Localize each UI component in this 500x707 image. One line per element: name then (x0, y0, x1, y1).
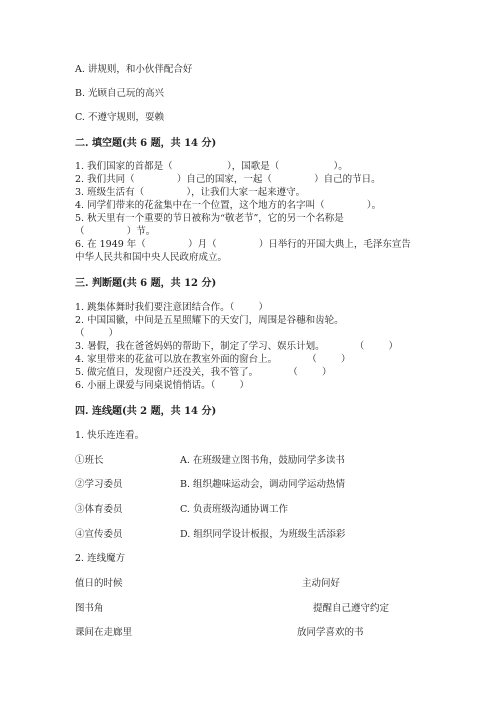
matching-right-item[interactable]: B. 组织趣味运动会，调动同学运动热情 (180, 479, 346, 490)
fill-blank-line: 3. 班级生活有（ ），让我们大家一起来遵守。 (75, 187, 306, 198)
true-false-line: 4. 家里带来的花盆可以放在教室外面的窗台上。 （ ） (75, 354, 351, 365)
section-heading-matching: 四. 连线题(共 2 题，共 14 分) (75, 406, 217, 417)
true-false-line: 3. 暑假，我在爸爸妈妈的帮助下，制定了学习、娱乐计划。 （ ） (75, 341, 398, 352)
fill-blank-line: 2. 我们共同（ ）自己的国家，一起（ ）自己的节日。 (75, 174, 381, 185)
option-a: A. 讲规则，和小伙伴配合好 (75, 64, 193, 75)
matching-right-item[interactable]: C. 负责班级沟通协调工作 (180, 504, 288, 515)
matching-left-item[interactable]: 图书角 (75, 603, 104, 614)
matching-left-item[interactable]: ②学习委员 (75, 479, 123, 490)
matching-q2-title: 2. 连线魔方 (75, 553, 126, 564)
true-false-line: （ ） (75, 328, 119, 339)
fill-blank-line: 4. 同学们带来的花盆集中在一个位置，这个地方的名字叫（ ）。 (75, 200, 382, 211)
fill-blank-line: 5. 秋天里有一个重要的节日被称为“敬老节”，它的另一个名称是 (75, 213, 344, 224)
true-false-line: 2. 中国国徽，中间是五星照耀下的天安门，周围是谷穗和齿轮。 (75, 315, 344, 326)
matching-right-item[interactable]: A. 在班级建立图书角，鼓励同学多读书 (180, 455, 345, 466)
fill-blank-line: 中华人民共和国中央人民政府成立。 (75, 252, 228, 263)
option-b: B. 光顾自己玩的高兴 (75, 88, 165, 99)
section-heading-true-false: 三. 判断题(共 6 题，共 12 分) (75, 278, 217, 289)
fill-blank-line: 6. 在 1949 年（ ）月（ ）日举行的开国大典上，毛泽东宣告 (75, 239, 411, 250)
matching-left-item[interactable]: ③体育委员 (75, 504, 123, 515)
matching-left-item[interactable]: ①班长 (75, 455, 104, 466)
matching-q1-title: 1. 快乐连连看。 (75, 430, 145, 441)
fill-blank-line: （ ）节。 (75, 226, 156, 237)
fill-blank-line: 1. 我们国家的首都是（ ），国歌是（ ）。 (75, 161, 348, 172)
matching-right-item[interactable]: 提醒自己遵守约定 (313, 603, 390, 614)
matching-right-item[interactable]: D. 组织同学设计板报，为班级生活添彩 (180, 529, 346, 540)
true-false-line: 6. 小丽上课爱与同桌说悄悄话。（ ） (75, 380, 249, 391)
option-c: C. 不遵守规则，耍赖 (75, 112, 164, 123)
true-false-line: 1. 跳集体舞时我们要注意团结合作。（ ） (75, 302, 268, 313)
section-heading-fill-blank: 二. 填空题(共 6 题，共 14 分) (75, 138, 217, 149)
matching-right-item[interactable]: 主动问好 (302, 578, 341, 589)
matching-left-item[interactable]: ④宣传委员 (75, 529, 123, 540)
matching-right-item[interactable]: 放同学喜欢的书 (297, 627, 364, 638)
true-false-line: 5. 做完值日，发现窗户还没关，我不管了。 （ ） (75, 367, 332, 378)
matching-left-item[interactable]: 值日的时候 (75, 578, 123, 589)
matching-left-item[interactable]: 课间在走廊里 (75, 627, 133, 638)
